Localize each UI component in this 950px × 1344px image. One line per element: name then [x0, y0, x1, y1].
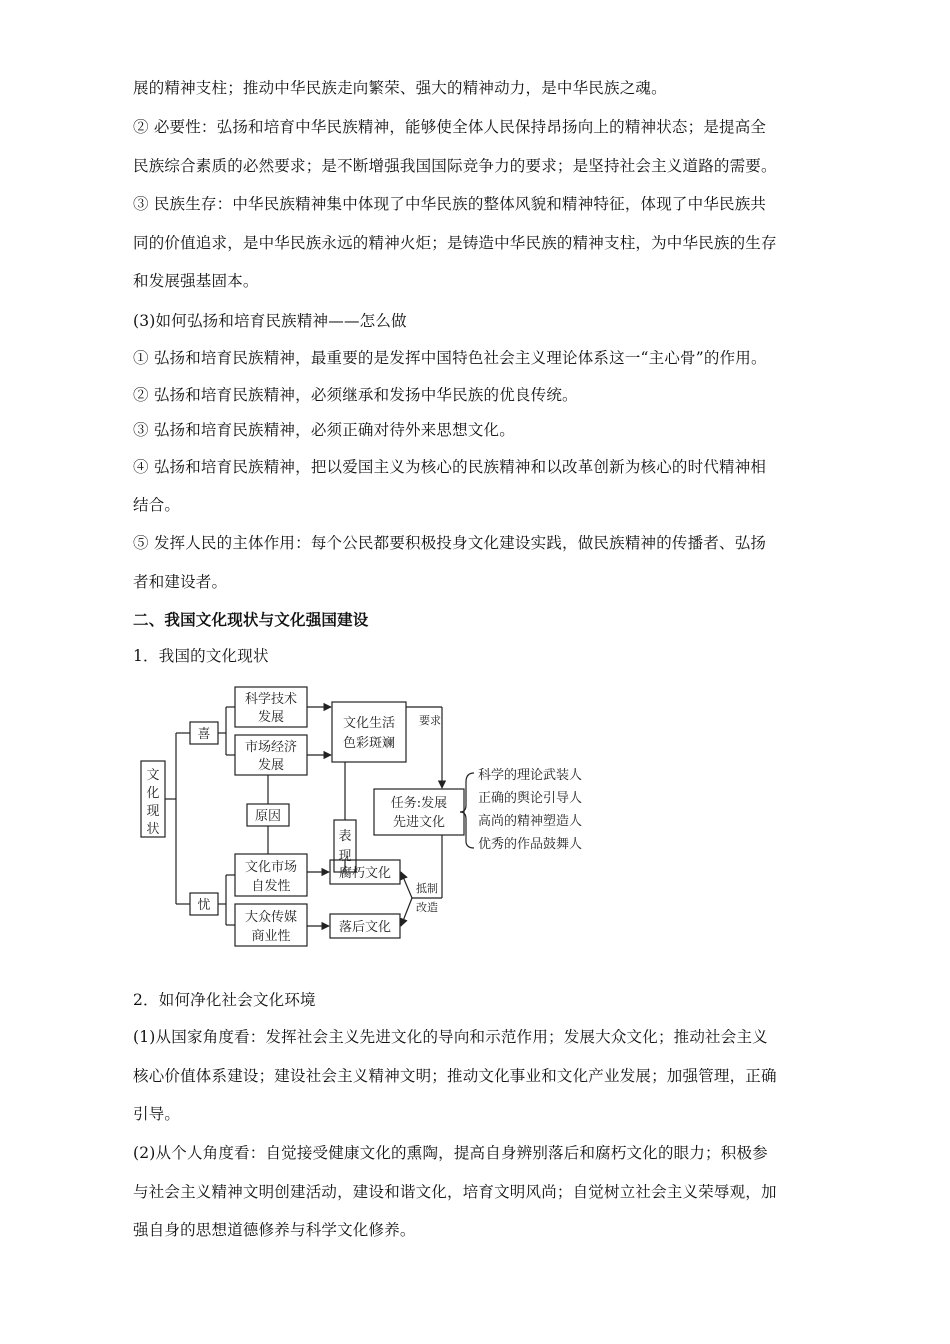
xi-label: 喜	[197, 727, 211, 742]
biaoxian-label-2: 现	[338, 849, 352, 864]
biaoxian-label-1: 表	[338, 829, 352, 844]
keji-label-1: 科学技术	[244, 692, 298, 707]
text-line: ② 弘扬和培育民族精神，必须继承和发扬中华民族的优良传统。	[133, 386, 578, 404]
text-line: ② 必要性：弘扬和培育中华民族精神，能够使全体人民保持昂扬向上的精神状态；是提高全	[133, 118, 767, 136]
text-line: (1)从国家角度看：发挥社会主义先进文化的导向和示范作用；发展大众文化；推动社会主义	[133, 1028, 768, 1046]
text-line: ③ 民族生存：中华民族精神集中体现了中华民族的整体风貌和精神特征，体现了中华民族共	[133, 195, 767, 213]
text-line: 结合。	[133, 496, 181, 514]
text-line: 与社会主义精神文明创建活动，建设和谐文化，培育文明风尚；自觉树立社会主义荣辱观，加	[133, 1183, 777, 1201]
shenghuo-box	[332, 702, 406, 762]
renwu-item: 优秀的作品鼓舞人	[478, 837, 583, 852]
shichang-label-2: 发展	[257, 758, 285, 773]
gaizao-label: 改造	[416, 901, 438, 914]
root-text-4: 状	[146, 822, 160, 837]
you-label: 忧	[197, 898, 211, 913]
renwu-item: 高尚的精神塑造人	[478, 814, 583, 829]
root-text-1: 文	[146, 768, 160, 783]
text-line: ③ 弘扬和培育民族精神，必须正确对待外来思想文化。	[133, 421, 515, 439]
text-line: ⑤ 发挥人民的主体作用：每个公民都要积极投身文化建设实践，做民族精神的传播者、弘扬	[133, 534, 767, 552]
shenghuo-label-2: 色彩斑斓	[342, 736, 396, 751]
fuxiu-label: 腐朽文化	[338, 866, 392, 881]
renwu-item: 科学的理论武装人	[478, 768, 583, 783]
text-line: 民族综合素质的必然要求；是不断增强我国国际竞争力的要求；是坚持社会主义道路的需要。	[133, 157, 777, 175]
text-line: ④ 弘扬和培育民族精神，把以爱国主义为核心的民族精神和以改革创新为核心的时代精神相	[133, 458, 767, 476]
text-line: (3)如何弘扬和培育民族精神——怎么做	[133, 312, 407, 330]
text-line: 展的精神支柱；推动中华民族走向繁荣、强大的精神动力，是中华民族之魂。	[133, 79, 667, 97]
root-text-2: 化	[146, 786, 160, 801]
renwu-label-1: 任务:发展	[390, 796, 448, 811]
text-line: 者和建设者。	[133, 573, 228, 591]
zifa-label-2: 自发性	[251, 879, 291, 894]
text-line: (2)从个人角度看：自觉接受健康文化的熏陶，提高自身辨别落后和腐朽文化的眼力；积极参	[133, 1144, 768, 1162]
shenghuo-label-1: 文化生活	[342, 716, 396, 731]
shangye-label-1: 大众传媒	[244, 910, 298, 925]
text-line: 和发展强基固本。	[133, 272, 259, 290]
dizhi-label: 抵制	[416, 882, 438, 895]
yuanyin-label: 原因	[254, 809, 282, 824]
section-heading: 二、我国文化现状与文化强国建设	[133, 611, 369, 629]
text-line: ① 弘扬和培育民族精神，最重要的是发挥中国特色社会主义理论体系这一“主心骨”的作用。	[133, 349, 767, 367]
shangye-label-2: 商业性	[251, 929, 291, 944]
subheading: 2．如何净化社会文化环境	[133, 991, 316, 1009]
text-line: 引导。	[133, 1105, 181, 1123]
keji-label-2: 发展	[257, 710, 285, 725]
text-line: 核心价值体系建设；建设社会主义精神文明；推动文化事业和文化产业发展；加强管理，正确	[133, 1067, 777, 1085]
text-line: 强自身的思想道德修养与科学文化修养。	[133, 1221, 416, 1239]
shichang-label-1: 市场经济	[244, 740, 298, 755]
renwu-item: 正确的舆论引导人	[478, 791, 583, 806]
text-line: 同的价值追求，是中华民族永远的精神火炬；是铸造中华民族的精神支柱，为中华民族的生存	[133, 234, 777, 252]
root-text-3: 现	[146, 804, 160, 819]
brace	[460, 773, 474, 848]
luohou-label: 落后文化	[338, 920, 392, 935]
yaoqiu-label: 要求	[419, 714, 441, 727]
renwu-label-2: 先进文化	[392, 815, 446, 830]
zifa-label-1: 文化市场	[244, 860, 298, 875]
subheading: 1．我国的文化现状	[133, 647, 269, 665]
